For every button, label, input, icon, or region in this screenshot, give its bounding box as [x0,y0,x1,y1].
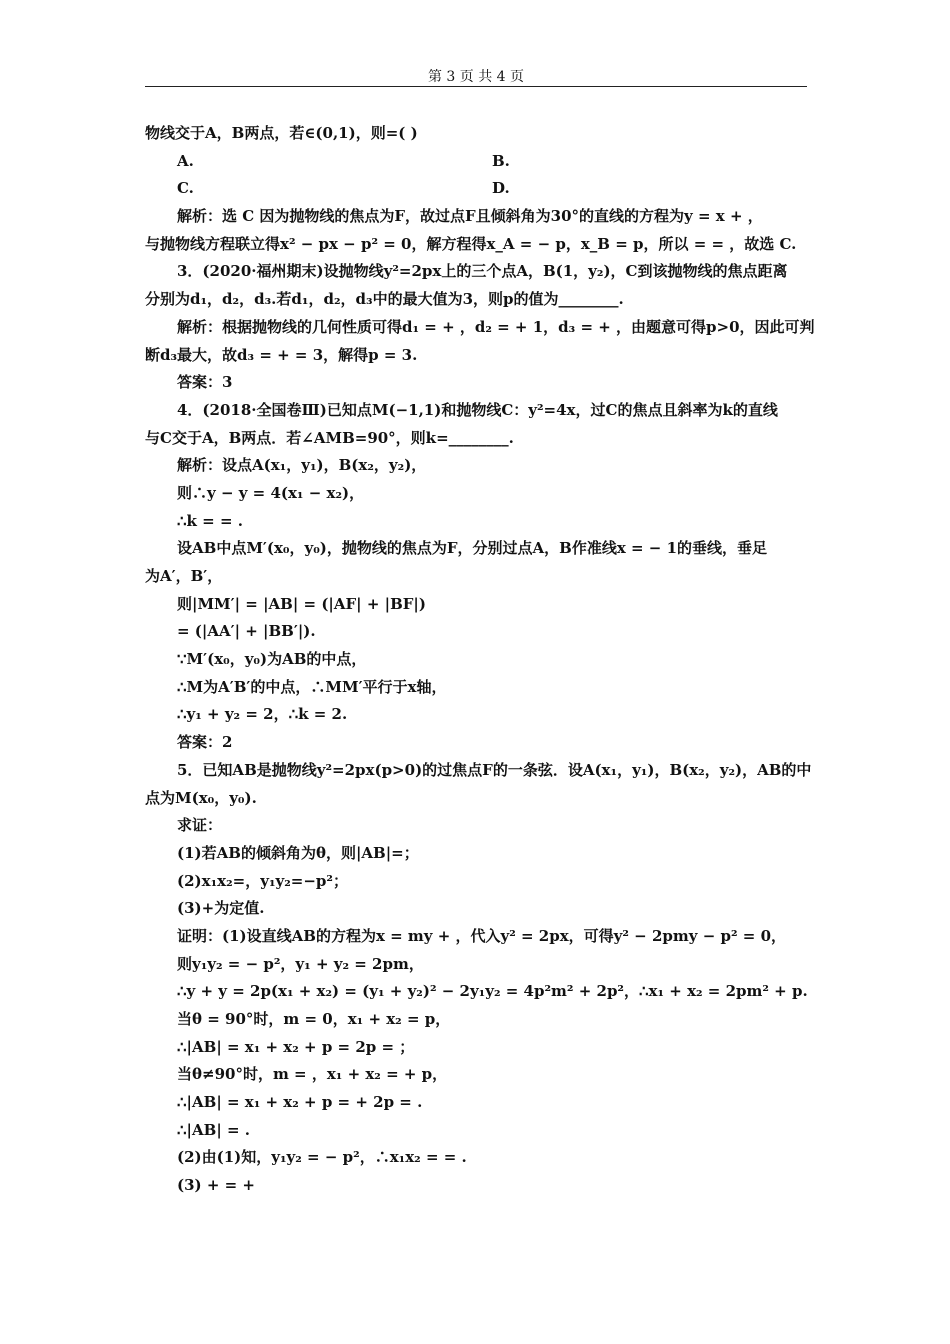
text-line: 物线交于A，B两点，若∈(0,1)，则=( ) [145,124,418,142]
text-line: 则∴y − y = 4(x₁ − x₂)， [177,483,365,502]
text-line: 则|MM′| = |AB| = (|AF| + |BF|) [177,594,426,613]
text-line: ∴|AB| = x₁ + x₂ + p = 2p = ； [177,1037,415,1056]
text-line: 解析：设点A(x₁，y₁)，B(x₂，y₂)， [177,456,427,475]
question-4: 4．(2018·全国卷Ⅲ)已知点M(−1,1)和抛物线C：y²=4x，过C的焦点且斜率为k的直线 [177,400,778,419]
text-line: ∴|AB| = . [177,1120,251,1139]
text-line: (1)若AB的倾斜角为θ，则|AB|=； [177,843,419,862]
document-body [145,120,815,1200]
question-5: 5．已知AB是抛物线y²=2px(p>0)的过焦点F的一条弦．设A(x₁，y₁)，B(x₂，y₂)，AB的中 [177,760,812,779]
text-line: (3) + = + [177,1176,256,1195]
text-line: 解析：选 C 因为抛物线的焦点为F，故过点F且倾斜角为30°的直线的方程为y = x + ， [177,207,763,226]
option-a: A. [177,151,194,170]
option-b: B. [492,151,510,170]
text-line: 设AB中点M′(x₀，y₀)，抛物线的焦点为F，分别过点A，B作准线x = − 1的垂线，垂足 [177,539,768,558]
text-line: ∴M为A′B′的中点，∴MM′平行于x轴， [177,677,447,696]
option-row [145,148,807,176]
text-line: ∵M′(x₀，y₀)为AB的中点， [177,650,367,669]
text-line: (2)x₁x₂=，y₁y₂=−p²； [177,871,348,890]
text-line: 当θ = 90°时，m = 0，x₁ + x₂ = p， [177,1010,451,1028]
text-line: 求证： [177,816,223,835]
text-line: ∴y₁ + y₂ = 2，∴k = 2. [177,705,348,724]
text-line: 解析：根据抛物线的几何性质可得d₁ = + ，d₂ = + 1，d₃ = + ，由题意可得p>0，因此可判 [177,317,815,336]
header-rule [145,86,807,87]
text-line: 证明：(1)设直线AB的方程为x = my + ，代入y² = 2px，可得y² − 2pmy − p² = 0， [177,926,787,945]
text-line: 分别为d₁，d₂，d₃.若d₁，d₂，d₃中的最大值为3，则p的值为________. [145,290,624,309]
text-line: (3)+为定值. [177,899,265,918]
text-line: 与抛物线方程联立得x² − px − p² = 0，解方程得x_A = − p，x_B = p，所以 = = ，故选 C. [145,234,797,253]
option-row [145,175,807,203]
text-line: 当θ≠90°时，m = ，x₁ + x₂ = + p， [177,1065,448,1084]
answer-line: 答案：2 [177,733,233,752]
answer-line: 答案：3 [177,373,233,392]
question-3: 3．(2020·福州期末)设抛物线y²=2px上的三个点A，B(1，y₂)，C到该抛物线的焦点距离 [177,262,788,281]
text-line: 则y₁y₂ = − p²，y₁ + y₂ = 2pm， [177,954,424,973]
text-line: (2)由(1)知，y₁y₂ = − p²，∴x₁x₂ = = . [177,1148,467,1167]
text-line: ∴|AB| = x₁ + x₂ + p = + 2p = . [177,1093,423,1112]
text-line: = (|AA′| + |BB′|). [177,622,316,641]
text-line: 与C交于A，B两点．若∠AMB=90°，则k=________. [145,428,514,447]
text-line: 点为M(x₀，y₀). [145,788,257,807]
text-line: 断d₃最大，故d₃ = + = 3，解得p = 3. [145,345,418,364]
text-line: 为A′，B′， [145,567,223,585]
page-header: 第 3 页 共 4 页 [427,69,525,85]
option-c: C. [177,179,194,198]
option-d: D. [492,179,510,198]
text-line: ∴k = = . [177,511,243,530]
text-line: ∴y + y = 2p(x₁ + x₂) = (y₁ + y₂)² − 2y₁y₂ = 4p²m² + 2p²，∴x₁ + x₂ = 2pm² + p. [177,982,808,1001]
